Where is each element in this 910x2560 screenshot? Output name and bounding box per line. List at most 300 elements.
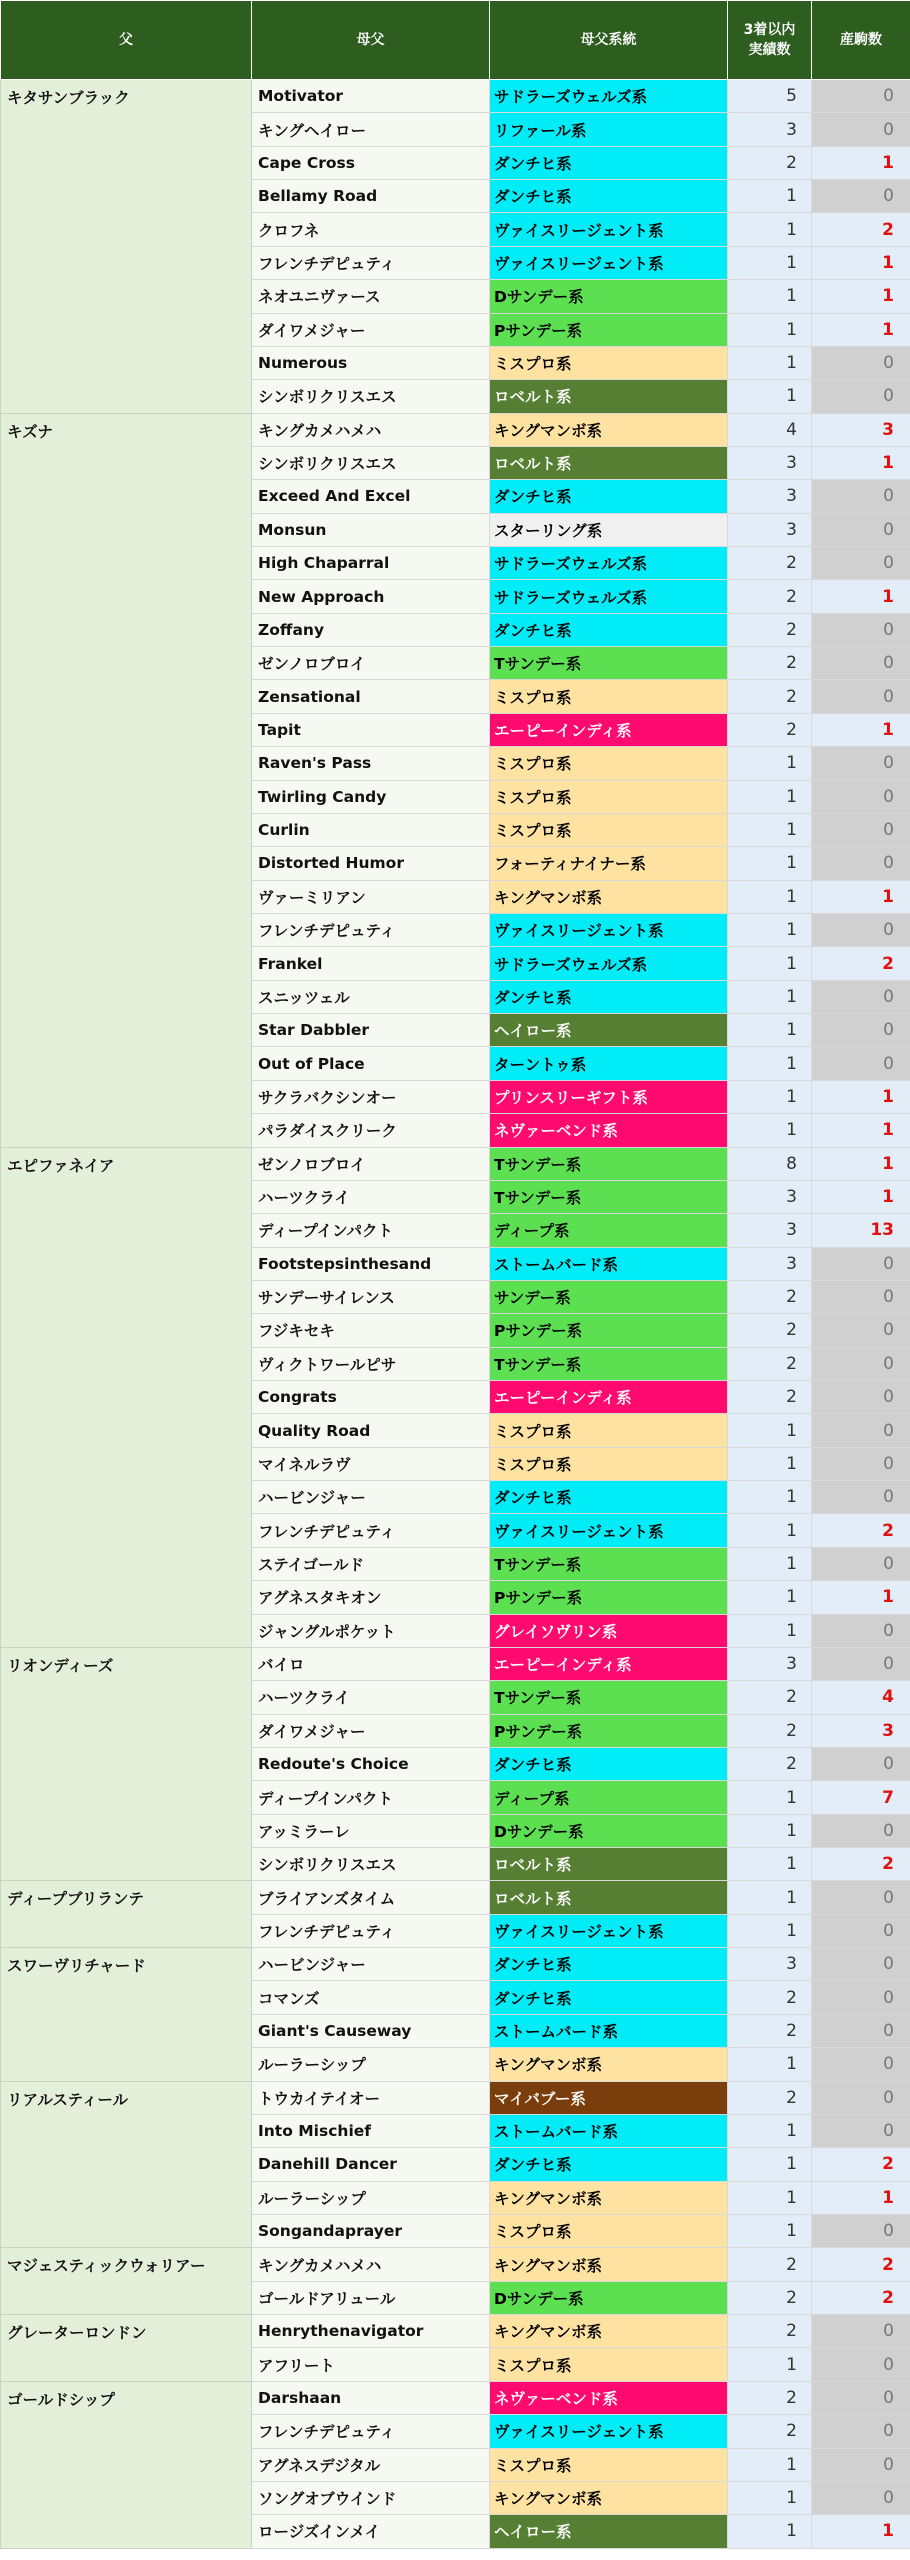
dam-sire-cell: アフリート	[252, 2348, 490, 2381]
sire-line-cell: Dサンデー系	[490, 280, 728, 313]
winners-cell: 0	[812, 480, 910, 513]
top3-count-cell: 1	[728, 813, 812, 846]
sire-line-cell: リファール系	[490, 113, 728, 146]
winners-cell: 0	[812, 1981, 910, 2014]
sire-line-cell: ヴァイスリージェント系	[490, 913, 728, 946]
top3-count-cell: 2	[728, 1314, 812, 1347]
dam-sire-cell: Curlin	[252, 813, 490, 846]
dam-sire-cell: フレンチデピュティ	[252, 1514, 490, 1547]
top3-count-cell: 1	[728, 2181, 812, 2214]
sire-line-cell: ヴァイスリージェント系	[490, 1514, 728, 1547]
sire-line-cell: ミスプロ系	[490, 813, 728, 846]
dam-sire-cell: ハーツクライ	[252, 1681, 490, 1714]
dam-sire-cell: アグネスデジタル	[252, 2448, 490, 2481]
sire-line-cell: サドラーズウェルズ系	[490, 947, 728, 980]
winners-cell: 0	[812, 1447, 910, 1480]
header-top3-count-line2: 実績数	[748, 42, 791, 58]
dam-sire-cell: ディープインパクト	[252, 1214, 490, 1247]
sire-line-cell: サドラーズウェルズ系	[490, 80, 728, 113]
header-sire: 父	[1, 1, 252, 80]
winners-cell: 1	[812, 580, 910, 613]
winners-cell: 1	[812, 313, 910, 346]
winners-cell: 1	[812, 246, 910, 279]
dam-sire-cell: スニッツェル	[252, 980, 490, 1013]
top3-count-cell: 3	[728, 1247, 812, 1280]
dam-sire-cell: Zensational	[252, 680, 490, 713]
sire-line-cell: サドラーズウェルズ系	[490, 580, 728, 613]
dam-sire-cell: Raven's Pass	[252, 747, 490, 780]
header-top3-count	[728, 1, 812, 80]
winners-cell: 0	[812, 2481, 910, 2514]
sire-line-cell: ヴァイスリージェント系	[490, 2415, 728, 2448]
dam-sire-cell: Zoffany	[252, 613, 490, 646]
winners-cell: 0	[812, 780, 910, 813]
winners-cell: 0	[812, 813, 910, 846]
top3-count-cell: 2	[728, 1981, 812, 2014]
table-row	[1, 1948, 910, 1981]
winners-cell: 1	[812, 280, 910, 313]
dam-sire-cell: ルーラーシップ	[252, 2181, 490, 2214]
dam-sire-cell: シンボリクリスエス	[252, 380, 490, 413]
dam-sire-cell: コマンズ	[252, 1981, 490, 2014]
top3-count-cell: 1	[728, 1881, 812, 1914]
table-row	[1, 2081, 910, 2114]
table-row	[1, 80, 910, 113]
winners-cell: 3	[812, 413, 910, 446]
top3-count-cell: 2	[728, 680, 812, 713]
top3-count-cell: 1	[728, 2114, 812, 2147]
table-row	[1, 2248, 910, 2281]
sire-line-cell: ストームバード系	[490, 2114, 728, 2147]
winners-cell: 0	[812, 613, 910, 646]
winners-cell: 0	[812, 1481, 910, 1514]
top3-count-cell: 2	[728, 2381, 812, 2414]
top3-count-cell: 1	[728, 1614, 812, 1647]
winners-cell: 1	[812, 880, 910, 913]
dam-sire-cell: トウカイテイオー	[252, 2081, 490, 2114]
sire-line-cell: Pサンデー系	[490, 1714, 728, 1747]
top3-count-cell: 2	[728, 1714, 812, 1747]
header-dam-sire: 母父	[252, 1, 490, 80]
dam-sire-cell: フジキセキ	[252, 1314, 490, 1347]
top3-count-cell: 1	[728, 1547, 812, 1580]
sire-line-cell: ダンチヒ系	[490, 613, 728, 646]
top3-count-cell: 3	[728, 1214, 812, 1247]
sire-line-cell: ダンチヒ系	[490, 1948, 728, 1981]
sire-cell: エピファネイア	[1, 1147, 252, 1647]
top3-count-cell: 1	[728, 1814, 812, 1847]
sire-cell: グレーターロンドン	[1, 2315, 252, 2382]
dam-sire-cell: ジャングルポケット	[252, 1614, 490, 1647]
dam-sire-cell: ゴールドアリュール	[252, 2281, 490, 2314]
winners-cell: 0	[812, 547, 910, 580]
top3-count-cell: 2	[728, 547, 812, 580]
dam-sire-cell: ロージズインメイ	[252, 2515, 490, 2548]
top3-count-cell: 2	[728, 2281, 812, 2314]
winners-cell: 2	[812, 2281, 910, 2314]
winners-cell: 1	[812, 1180, 910, 1213]
winners-cell: 1	[812, 1080, 910, 1113]
sire-line-cell: サンデー系	[490, 1280, 728, 1313]
sire-line-cell: ミスプロ系	[490, 2348, 728, 2381]
winners-cell: 0	[812, 2114, 910, 2147]
header-dam-sire-line: 母父系統	[490, 1, 728, 80]
winners-cell: 0	[812, 1647, 910, 1680]
sire-cell: リオンディーズ	[1, 1647, 252, 1881]
dam-sire-cell: New Approach	[252, 580, 490, 613]
top3-count-cell: 2	[728, 613, 812, 646]
sire-line-cell: キングマンボ系	[490, 2315, 728, 2348]
top3-count-cell: 2	[728, 2081, 812, 2114]
winners-cell: 0	[812, 680, 910, 713]
top3-count-cell: 1	[728, 747, 812, 780]
sire-line-cell: ダンチヒ系	[490, 146, 728, 179]
sire-cell: ディープブリランテ	[1, 1881, 252, 1948]
dam-sire-cell: ルーラーシップ	[252, 2048, 490, 2081]
top3-count-cell: 2	[728, 713, 812, 746]
top3-count-cell: 1	[728, 380, 812, 413]
winners-cell: 0	[812, 1047, 910, 1080]
winners-cell: 0	[812, 2448, 910, 2481]
table-row	[1, 2381, 910, 2414]
sire-line-cell: キングマンボ系	[490, 413, 728, 446]
winners-cell: 0	[812, 980, 910, 1013]
sire-line-cell: スターリング系	[490, 513, 728, 546]
sire-line-cell: ロベルト系	[490, 446, 728, 479]
top3-count-cell: 1	[728, 246, 812, 279]
sire-line-cell: ミスプロ系	[490, 2215, 728, 2248]
top3-count-cell: 1	[728, 180, 812, 213]
winners-cell: 0	[812, 1381, 910, 1414]
table-row	[1, 1147, 910, 1180]
winners-cell: 0	[812, 2048, 910, 2081]
sire-line-cell: ヘイロー系	[490, 1014, 728, 1047]
winners-cell: 0	[812, 113, 910, 146]
winners-cell: 1	[812, 1147, 910, 1180]
top3-count-cell: 3	[728, 1647, 812, 1680]
dam-sire-cell: Footstepsinthesand	[252, 1247, 490, 1280]
sire-cell: マジェスティックウォリアー	[1, 2248, 252, 2315]
dam-sire-cell: キングカメハメハ	[252, 413, 490, 446]
dam-sire-cell: ハーツクライ	[252, 1180, 490, 1213]
winners-cell: 1	[812, 446, 910, 479]
dam-sire-cell: Darshaan	[252, 2381, 490, 2414]
table-row	[1, 413, 910, 446]
sire-line-cell: Tサンデー系	[490, 1681, 728, 1714]
sire-line-cell: ミスプロ系	[490, 780, 728, 813]
sire-line-cell: キングマンボ系	[490, 880, 728, 913]
sire-line-cell: エーピーインディ系	[490, 1381, 728, 1414]
table-row	[1, 2315, 910, 2348]
sire-line-cell: ネヴァーベンド系	[490, 1114, 728, 1147]
sire-cell: キズナ	[1, 413, 252, 1147]
winners-cell: 0	[812, 1747, 910, 1780]
top3-count-cell: 3	[728, 1948, 812, 1981]
winners-cell: 0	[812, 1614, 910, 1647]
sire-line-cell: ヴァイスリージェント系	[490, 213, 728, 246]
dam-sire-cell: ハービンジャー	[252, 1481, 490, 1514]
top3-count-cell: 1	[728, 2448, 812, 2481]
sire-line-cell: ロベルト系	[490, 380, 728, 413]
sire-line-cell: ロベルト系	[490, 1881, 728, 1914]
top3-count-cell: 2	[728, 2415, 812, 2448]
winners-cell: 1	[812, 2181, 910, 2214]
sire-line-cell: Dサンデー系	[490, 1814, 728, 1847]
winners-cell: 2	[812, 213, 910, 246]
winners-cell: 0	[812, 1547, 910, 1580]
sire-line-cell: ストームバード系	[490, 1247, 728, 1280]
winners-cell: 7	[812, 1781, 910, 1814]
dam-sire-cell: フレンチデピュティ	[252, 246, 490, 279]
winners-cell: 3	[812, 1714, 910, 1747]
top3-count-cell: 1	[728, 1514, 812, 1547]
dam-sire-cell: Henrythenavigator	[252, 2315, 490, 2348]
sire-line-cell: プリンスリーギフト系	[490, 1080, 728, 1113]
top3-count-cell: 1	[728, 280, 812, 313]
sire-line-cell: Tサンデー系	[490, 1180, 728, 1213]
top3-count-cell: 1	[728, 780, 812, 813]
winners-cell: 0	[812, 346, 910, 379]
winners-cell: 0	[812, 1414, 910, 1447]
header-top3-count-line1: 3着以内	[743, 22, 796, 38]
top3-count-cell: 1	[728, 2481, 812, 2514]
winners-cell: 2	[812, 2148, 910, 2181]
top3-count-cell: 2	[728, 1681, 812, 1714]
sire-line-cell: ミスプロ系	[490, 680, 728, 713]
winners-cell: 0	[812, 1280, 910, 1313]
sire-line-cell: マイバブー系	[490, 2081, 728, 2114]
sire-line-cell: ターントゥ系	[490, 1047, 728, 1080]
dam-sire-cell: Congrats	[252, 1381, 490, 1414]
sire-line-cell: グレイソヴリン系	[490, 1614, 728, 1647]
winners-cell: 13	[812, 1214, 910, 1247]
sire-line-cell: フォーティナイナー系	[490, 847, 728, 880]
dam-sire-cell: Giant's Causeway	[252, 2014, 490, 2047]
winners-cell: 1	[812, 1114, 910, 1147]
sire-line-cell: Pサンデー系	[490, 313, 728, 346]
top3-count-cell: 3	[728, 1180, 812, 1213]
winners-cell: 0	[812, 1314, 910, 1347]
dam-sire-cell: Monsun	[252, 513, 490, 546]
table-row	[1, 1647, 910, 1680]
top3-count-cell: 1	[728, 1014, 812, 1047]
winners-cell: 0	[812, 2315, 910, 2348]
dam-sire-cell: シンボリクリスエス	[252, 446, 490, 479]
top3-count-cell: 1	[728, 2048, 812, 2081]
top3-count-cell: 1	[728, 1414, 812, 1447]
top3-count-cell: 2	[728, 2315, 812, 2348]
sire-line-cell: キングマンボ系	[490, 2248, 728, 2281]
top3-count-cell: 4	[728, 413, 812, 446]
dam-sire-cell: ソングオブウインド	[252, 2481, 490, 2514]
winners-cell: 0	[812, 1814, 910, 1847]
sire-line-cell: キングマンボ系	[490, 2481, 728, 2514]
dam-sire-cell: ハービンジャー	[252, 1948, 490, 1981]
top3-count-cell: 2	[728, 1280, 812, 1313]
sire-line-cell: ミスプロ系	[490, 2448, 728, 2481]
top3-count-cell: 1	[728, 1914, 812, 1947]
header-row	[1, 1, 910, 80]
dam-sire-cell: サクラバクシンオー	[252, 1080, 490, 1113]
dam-sire-cell: フレンチデピュティ	[252, 2415, 490, 2448]
dam-sire-cell: フレンチデピュティ	[252, 1914, 490, 1947]
sire-line-cell: ダンチヒ系	[490, 1981, 728, 2014]
top3-count-cell: 1	[728, 2215, 812, 2248]
top3-count-cell: 1	[728, 1781, 812, 1814]
sire-line-cell: Tサンデー系	[490, 1547, 728, 1580]
winners-cell: 0	[812, 1014, 910, 1047]
sire-line-cell: ミスプロ系	[490, 346, 728, 379]
winners-cell: 0	[812, 913, 910, 946]
dam-sire-cell: キングヘイロー	[252, 113, 490, 146]
header-winners: 産駒数	[812, 1, 910, 80]
dam-sire-cell: キングカメハメハ	[252, 2248, 490, 2281]
top3-count-cell: 8	[728, 1147, 812, 1180]
winners-cell: 0	[812, 2215, 910, 2248]
dam-sire-cell: ネオユニヴァース	[252, 280, 490, 313]
top3-count-cell: 1	[728, 1481, 812, 1514]
sire-cell: キタサンブラック	[1, 80, 252, 414]
sire-line-cell: ミスプロ系	[490, 1414, 728, 1447]
dam-sire-cell: クロフネ	[252, 213, 490, 246]
top3-count-cell: 1	[728, 1447, 812, 1480]
winners-cell: 0	[812, 2081, 910, 2114]
dam-sire-cell: パラダイスクリーク	[252, 1114, 490, 1147]
table-header	[1, 1, 910, 80]
top3-count-cell: 1	[728, 847, 812, 880]
top3-count-cell: 1	[728, 2348, 812, 2381]
top3-count-cell: 3	[728, 513, 812, 546]
dam-sire-cell: Motivator	[252, 80, 490, 113]
top3-count-cell: 1	[728, 2515, 812, 2548]
sire-line-cell: ミスプロ系	[490, 747, 728, 780]
winners-cell: 0	[812, 1914, 910, 1947]
dam-sire-cell: ダイワメジャー	[252, 313, 490, 346]
sire-line-cell: ロベルト系	[490, 1848, 728, 1881]
dam-sire-cell: アッミラーレ	[252, 1814, 490, 1847]
dam-sire-cell: ヴァーミリアン	[252, 880, 490, 913]
top3-count-cell: 1	[728, 1047, 812, 1080]
winners-cell: 1	[812, 146, 910, 179]
sire-line-cell: Dサンデー系	[490, 2281, 728, 2314]
winners-cell: 0	[812, 380, 910, 413]
winners-cell: 0	[812, 80, 910, 113]
dam-sire-cell: Out of Place	[252, 1047, 490, 1080]
sire-line-cell: ダンチヒ系	[490, 1747, 728, 1780]
sire-line-cell: ダンチヒ系	[490, 980, 728, 1013]
table-row	[1, 1881, 910, 1914]
sire-line-cell: ダンチヒ系	[490, 1481, 728, 1514]
top3-count-cell: 3	[728, 446, 812, 479]
sire-line-cell: Pサンデー系	[490, 1581, 728, 1614]
dam-sire-cell: Redoute's Choice	[252, 1747, 490, 1780]
winners-cell: 0	[812, 2415, 910, 2448]
sire-cell: スワーヴリチャード	[1, 1948, 252, 2081]
sire-line-cell: ディープ系	[490, 1781, 728, 1814]
dam-sire-cell: Into Mischief	[252, 2114, 490, 2147]
dam-sire-cell: バイロ	[252, 1647, 490, 1680]
sire-line-cell: ヘイロー系	[490, 2515, 728, 2548]
top3-count-cell: 1	[728, 980, 812, 1013]
sire-line-cell: Tサンデー系	[490, 647, 728, 680]
dam-sire-cell: フレンチデピュティ	[252, 913, 490, 946]
winners-cell: 0	[812, 1347, 910, 1380]
dam-sire-cell: Star Dabbler	[252, 1014, 490, 1047]
sire-line-cell: ネヴァーベンド系	[490, 2381, 728, 2414]
sire-line-cell: サドラーズウェルズ系	[490, 547, 728, 580]
top3-count-cell: 2	[728, 1347, 812, 1380]
winners-cell: 2	[812, 1514, 910, 1547]
dam-sire-cell: ダイワメジャー	[252, 1714, 490, 1747]
top3-count-cell: 1	[728, 213, 812, 246]
sire-line-cell: ヴァイスリージェント系	[490, 1914, 728, 1947]
sire-line-cell: Tサンデー系	[490, 1147, 728, 1180]
winners-cell: 2	[812, 1848, 910, 1881]
dam-sire-cell: Bellamy Road	[252, 180, 490, 213]
top3-count-cell: 1	[728, 913, 812, 946]
top3-count-cell: 1	[728, 1848, 812, 1881]
sire-line-cell: ミスプロ系	[490, 1447, 728, 1480]
top3-count-cell: 2	[728, 146, 812, 179]
sire-line-cell: ヴァイスリージェント系	[490, 246, 728, 279]
top3-count-cell: 1	[728, 1080, 812, 1113]
sire-line-cell: Pサンデー系	[490, 1314, 728, 1347]
sire-cell: ゴールドシップ	[1, 2381, 252, 2548]
dam-sire-cell: Numerous	[252, 346, 490, 379]
winners-cell: 0	[812, 847, 910, 880]
top3-count-cell: 2	[728, 2248, 812, 2281]
sire-line-cell: エーピーインディ系	[490, 1647, 728, 1680]
winners-cell: 2	[812, 947, 910, 980]
top3-count-cell: 1	[728, 1114, 812, 1147]
dam-sire-cell: シンボリクリスエス	[252, 1848, 490, 1881]
sire-line-cell: キングマンボ系	[490, 2048, 728, 2081]
dam-sire-cell: Distorted Humor	[252, 847, 490, 880]
top3-count-cell: 2	[728, 647, 812, 680]
dam-sire-cell: サンデーサイレンス	[252, 1280, 490, 1313]
top3-count-cell: 3	[728, 480, 812, 513]
dam-sire-cell: Quality Road	[252, 1414, 490, 1447]
top3-count-cell: 1	[728, 947, 812, 980]
top3-count-cell: 2	[728, 580, 812, 613]
dam-sire-cell: Songandaprayer	[252, 2215, 490, 2248]
winners-cell: 0	[812, 1247, 910, 1280]
dam-sire-cell: High Chaparral	[252, 547, 490, 580]
sire-line-cell: ダンチヒ系	[490, 480, 728, 513]
sire-line-cell: Tサンデー系	[490, 1347, 728, 1380]
top3-count-cell: 3	[728, 113, 812, 146]
dam-sire-cell: ディープインパクト	[252, 1781, 490, 1814]
dam-sire-cell: Twirling Candy	[252, 780, 490, 813]
top3-count-cell: 2	[728, 1381, 812, 1414]
dam-sire-cell: マイネルラヴ	[252, 1447, 490, 1480]
winners-cell: 0	[812, 1948, 910, 1981]
dam-sire-cell: ゼンノロブロイ	[252, 1147, 490, 1180]
sire-line-cell: ダンチヒ系	[490, 180, 728, 213]
table-body	[1, 80, 910, 2549]
winners-cell: 0	[812, 2348, 910, 2381]
winners-cell: 1	[812, 2515, 910, 2548]
sire-line-cell: ディープ系	[490, 1214, 728, 1247]
top3-count-cell: 1	[728, 2148, 812, 2181]
sire-line-cell: ストームバード系	[490, 2014, 728, 2047]
dam-sire-cell: ブライアンズタイム	[252, 1881, 490, 1914]
winners-cell: 4	[812, 1681, 910, 1714]
top3-count-cell: 1	[728, 313, 812, 346]
dam-sire-cell: ステイゴールド	[252, 1547, 490, 1580]
winners-cell: 0	[812, 1881, 910, 1914]
dam-sire-cell: Exceed And Excel	[252, 480, 490, 513]
